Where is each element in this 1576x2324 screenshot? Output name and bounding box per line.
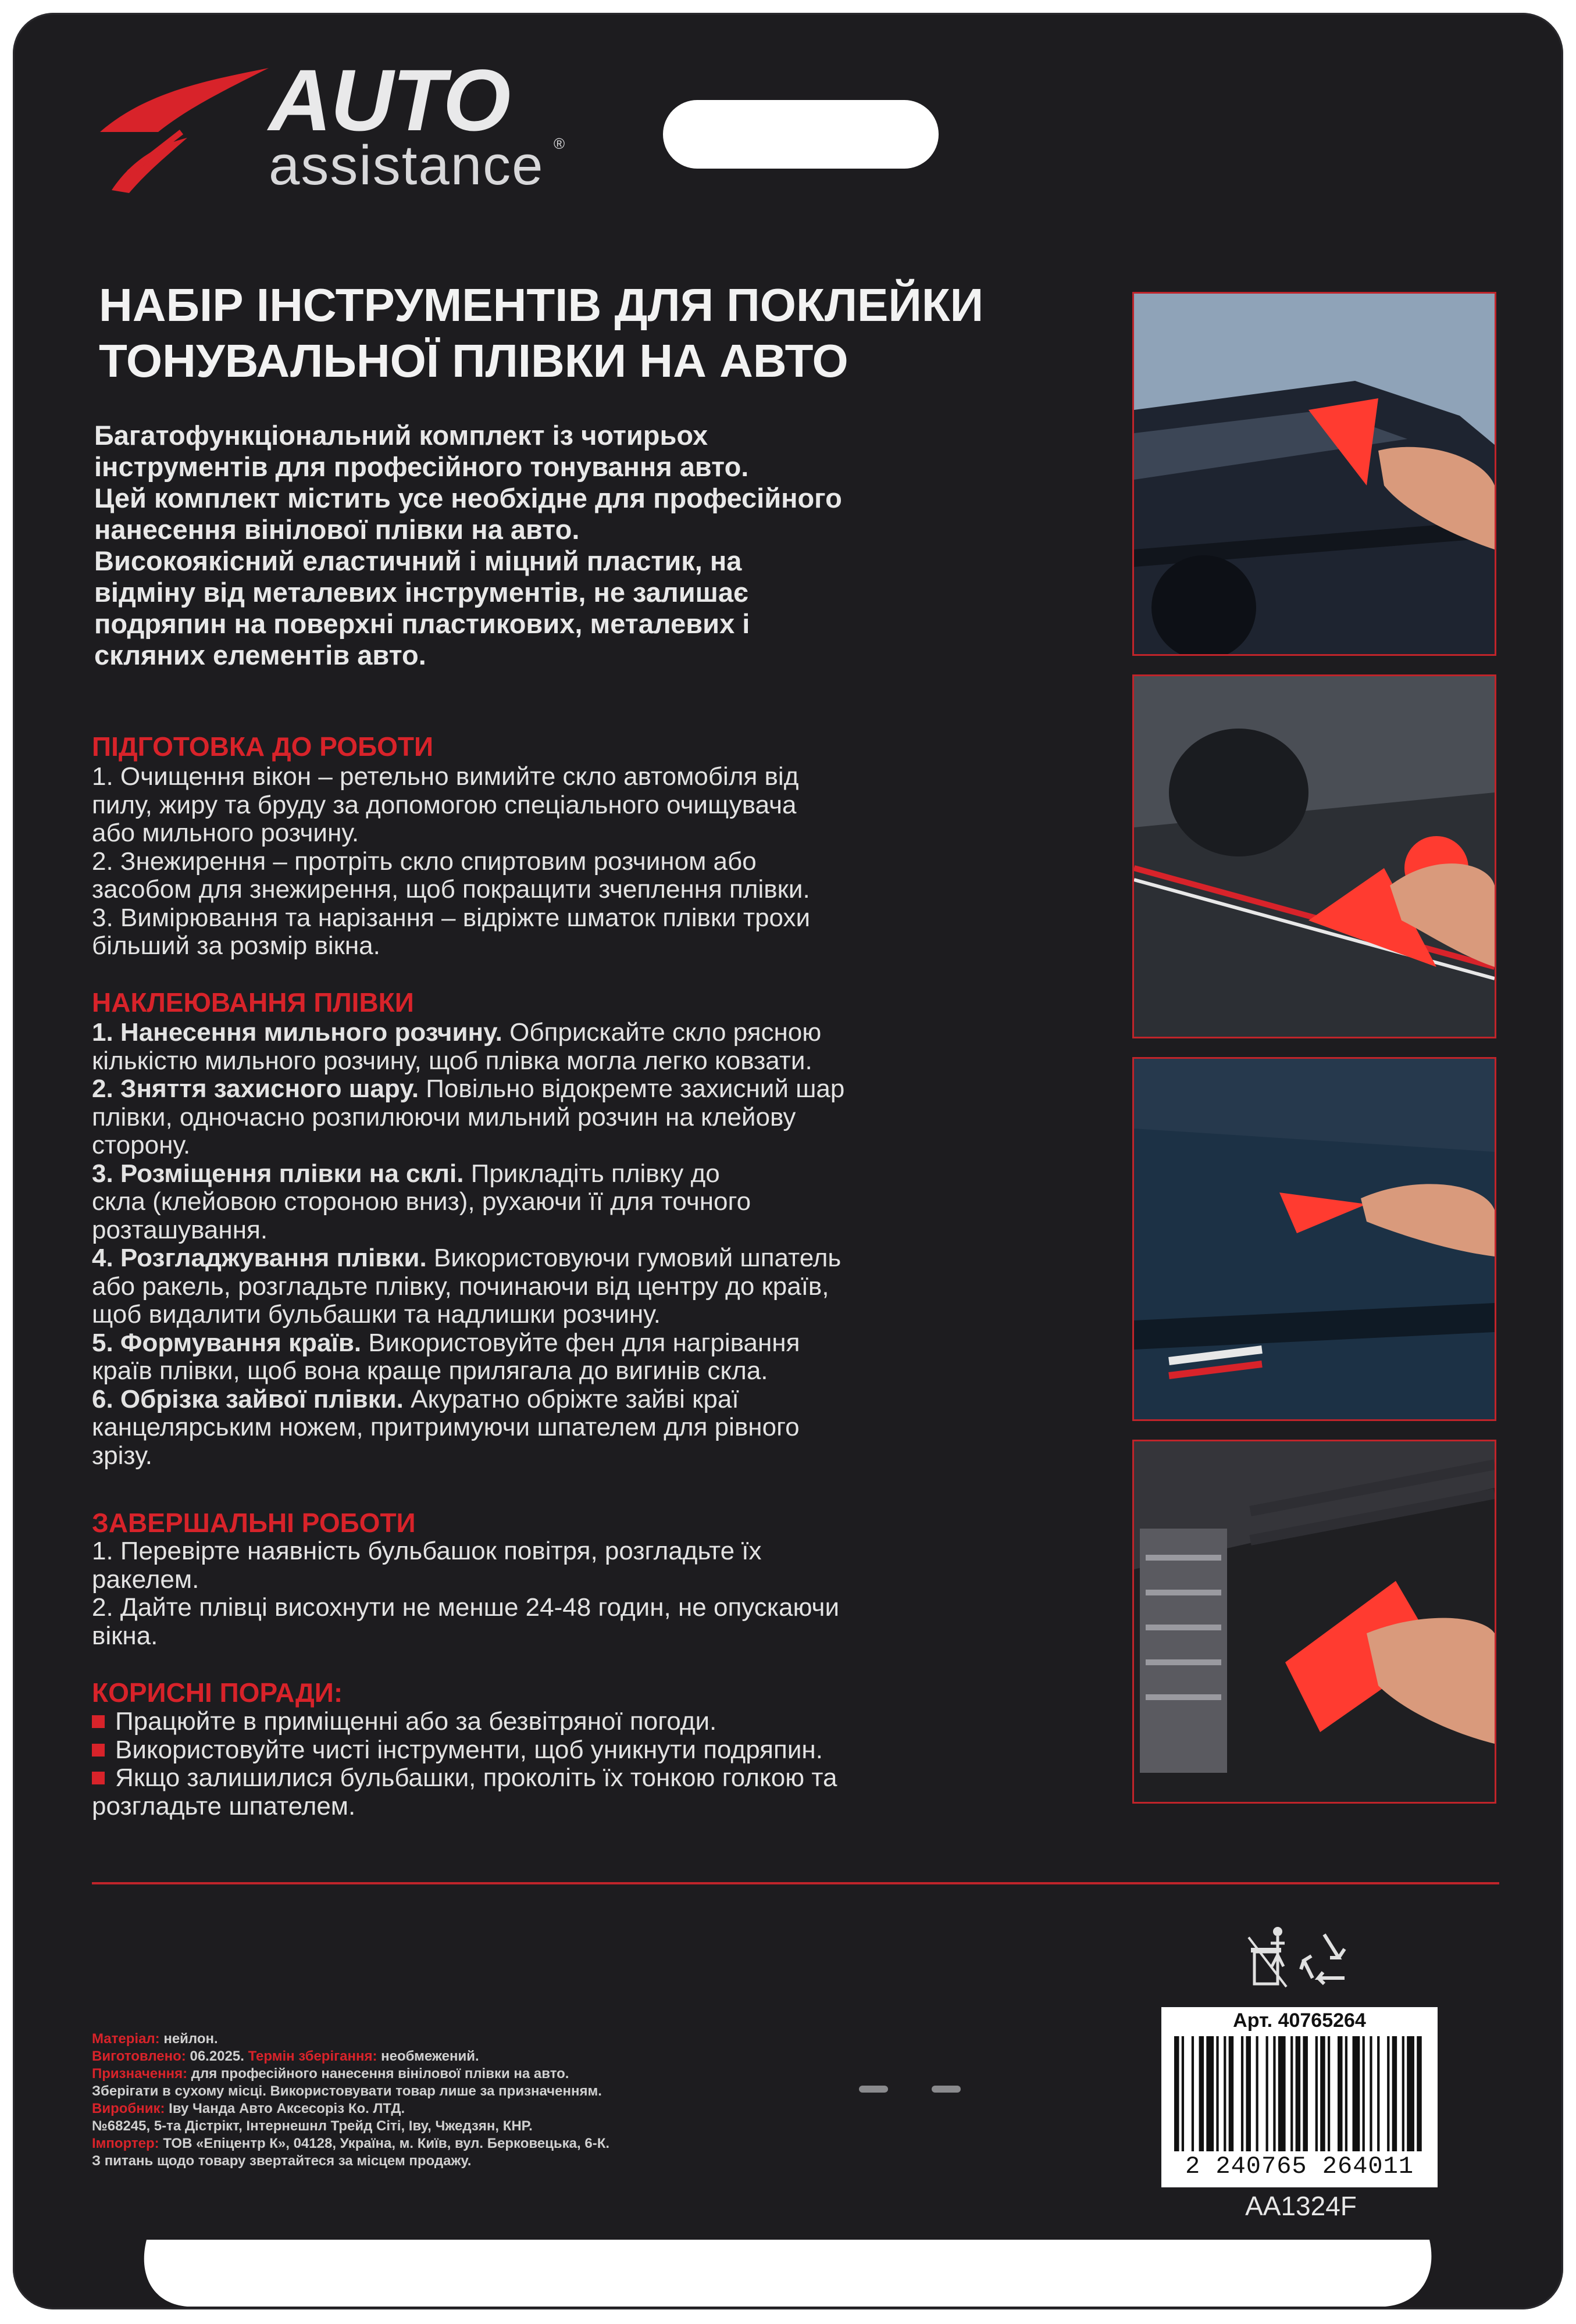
step-title: 4. Розгладжування плівки. — [92, 1244, 427, 1272]
barcode-bar — [1363, 2036, 1365, 2151]
material-label: Матеріал: — [92, 2031, 160, 2047]
screw-mark — [859, 2086, 888, 2093]
barcode-bar — [1241, 2036, 1243, 2151]
recycle-icon — [1301, 1934, 1345, 1984]
bullet-icon — [92, 1772, 105, 1784]
tips-list — [92, 1708, 1115, 1820]
intro-line: Багатофункціональний комплект із чотирьох — [94, 420, 708, 451]
barcode-bar — [1278, 2036, 1286, 2151]
step-title: 1. Нанесення мильного розчину. — [92, 1018, 502, 1047]
importer-value: ТОВ «Епіцентр К», 04128, Україна, м. Київ, вул. Берковецька, 6-К. — [159, 2136, 610, 2151]
barcode-bar — [1296, 2036, 1301, 2151]
barcode-bar — [1392, 2036, 1397, 2151]
made-value: 06.2025. — [186, 2048, 248, 2064]
title-line: ТОНУВАЛЬНОЇ ПЛІВКИ НА АВТО — [99, 335, 848, 387]
tip-item: Використовуйте чисті інструменти, щоб уникнути подряпин. — [92, 1736, 1115, 1765]
prep-line: або мильного розчину. — [92, 819, 359, 847]
finish-line: ракелем. — [92, 1565, 199, 1594]
section-heading-prep: ПІДГОТОВКА ДО РОБОТИ — [92, 731, 434, 762]
step-title: 5. Формування країв. — [92, 1328, 362, 1357]
barcode-bar — [1315, 2036, 1318, 2151]
barcode-bar — [1199, 2036, 1204, 2151]
barcode-bar — [1370, 2036, 1372, 2151]
registered-mark: ® — [554, 135, 565, 152]
maker-label: Виробник: — [92, 2101, 165, 2116]
barcode-bar — [1353, 2036, 1360, 2151]
intro-line: Високоякісний еластичний і міцний пластик, на — [94, 545, 742, 576]
step-text: Повільно відокремте захисний шар — [419, 1074, 845, 1103]
maker-value: Іву Чанда Авто Аксесорiз Ко. ЛТД. — [165, 2101, 405, 2116]
barcode-bar — [1377, 2036, 1379, 2151]
step-text: щоб видалити бульбашки та надлишки розчину. — [92, 1300, 661, 1329]
tip-item: Працюйте в приміщенні або за безвітряної погоди. — [92, 1708, 1115, 1736]
step-title: 6. Обрізка зайвої плівки. — [92, 1384, 404, 1413]
logo-auto-text: AUTO — [269, 51, 510, 149]
prep-line: засобом для знежирення, щоб покращити зчеплення плівки. — [92, 875, 810, 904]
questions-text: З питань щодо товару звертайтеся за місцем продажу. — [92, 2153, 472, 2169]
tip-item-tail: розгладьте шпателем. — [92, 1791, 356, 1820]
photo-car-window — [1132, 292, 1496, 656]
prep-line: 3. Вимірювання та нарізання – відріжте шматок плівки трохи — [92, 903, 811, 932]
barcode-bar — [1246, 2036, 1251, 2151]
step-text: сторону. — [92, 1131, 191, 1159]
fine-print — [92, 2030, 848, 2170]
step-text: скла (клейовою стороною вниз), рухаючи її для точного — [92, 1187, 751, 1216]
barcode-bar — [1256, 2036, 1258, 2151]
barcode-bar — [1229, 2036, 1234, 2151]
barcode-bar — [1407, 2036, 1414, 2151]
intro-line: нанесення вінілової плівки на авто. — [94, 514, 580, 545]
packaging-card — [13, 13, 1563, 2309]
barcode-bar — [1182, 2036, 1184, 2151]
prep-line: 2. Знежирення – протріть скло спиртовим розчином або — [92, 847, 757, 876]
barcode-bar — [1338, 2036, 1343, 2151]
disposal-icons — [1243, 1926, 1359, 1990]
swoosh-icon — [94, 56, 280, 196]
bullet-icon — [92, 1715, 105, 1728]
storage-text: Зберігати в сухому місці. Використовувати товар лише за призначенням. — [92, 2083, 602, 2099]
step-text: зрізу. — [92, 1441, 152, 1470]
intro-line: Цей комплект містить усе необхідне для професійного — [94, 483, 842, 513]
barcode-bar — [1266, 2036, 1268, 2151]
intro-line: інструментів для професійного тонування авто. — [94, 451, 749, 482]
purpose-value: для професійного нанесення вінілової плівки на авто. — [187, 2066, 569, 2082]
step-text: канцелярським ножем, притримуючи шпателем для рівного — [92, 1413, 800, 1441]
product-title — [99, 277, 1122, 389]
step-title: 2. Зняття захисного шару. — [92, 1074, 419, 1103]
step-text: або ракель, розгладьте плівку, починаючи від центру до країв, — [92, 1272, 829, 1301]
importer-label: Імпортер: — [92, 2136, 159, 2151]
photo-dashboard — [1132, 1440, 1496, 1804]
no-litter-icon — [1249, 1927, 1286, 1987]
section-heading-apply: НАКЛЕЮВАННЯ ПЛІВКИ — [92, 987, 414, 1018]
logo-assistance-text: assistance — [269, 134, 544, 197]
bottom-hang-slot — [13, 2240, 1563, 2309]
step-text: Використовуйте фен для нагрівання — [361, 1328, 800, 1357]
section-heading-finish: ЗАВЕРШАЛЬНІ РОБОТИ — [92, 1508, 416, 1538]
barcode-bar — [1303, 2036, 1308, 2151]
barcode-bars — [1174, 2036, 1424, 2151]
intro-paragraph — [94, 420, 1118, 671]
shelf-value: необмежений. — [377, 2048, 479, 2064]
barcode-label — [1161, 2007, 1438, 2187]
intro-line: скляних елементів авто. — [94, 640, 426, 670]
step-text: Акуратно обріжте зайві краї — [403, 1384, 739, 1413]
prep-line: більший за розмір вікна. — [92, 931, 380, 960]
barcode-bar — [1402, 2036, 1404, 2151]
shelf-label: Термін зберігання: — [248, 2048, 377, 2064]
section-heading-tips: КОРИСНІ ПОРАДИ: — [92, 1677, 343, 1708]
barcode-bar — [1417, 2036, 1422, 2151]
screw-mark — [932, 2086, 961, 2093]
barcode-bar — [1273, 2036, 1275, 2151]
barcode-bar — [1387, 2036, 1389, 2151]
barcode-bar — [1192, 2036, 1194, 2151]
step-text: кількістю мильного розчину, щоб плівка могла легко ковзати. — [92, 1046, 812, 1075]
barcode-bar — [1328, 2036, 1330, 2151]
divider-line — [92, 1882, 1499, 1884]
brand-logo — [94, 51, 571, 197]
tip-item: Якщо залишилися бульбашки, проколіть їх тонкою голкою та — [92, 1764, 1115, 1793]
prep-line: пилу, жиру та бруду за допомогою спеціального очищувача — [92, 790, 797, 819]
finish-line: 1. Перевірте наявність бульбашок повітря, розгладьте їх — [92, 1537, 762, 1565]
finish-line: 2. Дайте плівці висохнути не менше 24-48 годин, не опускаючи — [92, 1593, 840, 1622]
finish-text — [92, 1537, 1115, 1650]
barcode-bar — [1224, 2036, 1226, 2151]
step-text: плівки, одночасно розпилюючи мильний розчин на клейову — [92, 1102, 796, 1131]
maker-address: №68245, 5-та Дістрікт, Інтернешнл Трейд Сіті, Іву, Чжедзян, КНР. — [92, 2118, 533, 2134]
model-code: AA1324F — [1245, 2191, 1357, 2221]
bullet-icon — [92, 1744, 105, 1757]
barcode-digits: 2 240765 264011 — [1185, 2152, 1414, 2180]
step-text: Використовуючи гумовий шпатель — [426, 1244, 842, 1272]
apply-text — [92, 1019, 1115, 1470]
intro-line: відміну від металевих інструментів, не залишає — [94, 577, 748, 608]
step-text: розташування. — [92, 1215, 268, 1244]
barcode-bar — [1345, 2036, 1347, 2151]
barcode-bar — [1290, 2036, 1293, 2151]
article-number: Арт. 40765264 — [1233, 2009, 1366, 2032]
title-line: НАБІР ІНСТРУМЕНТІВ ДЛЯ ПОКЛЕЙКИ — [99, 279, 984, 331]
barcode-bar — [1320, 2036, 1325, 2151]
intro-line: подряпин на поверхні пластикових, металевих і — [94, 608, 750, 639]
hang-hole — [663, 100, 939, 169]
prep-text — [92, 763, 1115, 961]
barcode-bar — [1206, 2036, 1214, 2151]
photo-car-body — [1132, 1057, 1496, 1421]
purpose-label: Призначення: — [92, 2066, 188, 2082]
barcode-bar — [1174, 2036, 1179, 2151]
barcode-bar — [1216, 2036, 1218, 2151]
step-text: Прикладіть плівку до — [463, 1159, 720, 1188]
photo-door-edge — [1132, 674, 1496, 1038]
prep-line: 1. Очищення вікон – ретельно вимийте скло автомобіля від — [92, 762, 799, 791]
made-label: Виготовлено: — [92, 2048, 186, 2064]
step-text: країв плівки, щоб вона краще прилягала до вигинів скла. — [92, 1356, 768, 1385]
material-value: нейлон. — [159, 2031, 218, 2047]
step-text: Обприскайте скло рясною — [502, 1018, 822, 1047]
finish-line: вікна. — [92, 1621, 158, 1650]
step-title: 3. Розміщення плівки на склі. — [92, 1159, 464, 1188]
